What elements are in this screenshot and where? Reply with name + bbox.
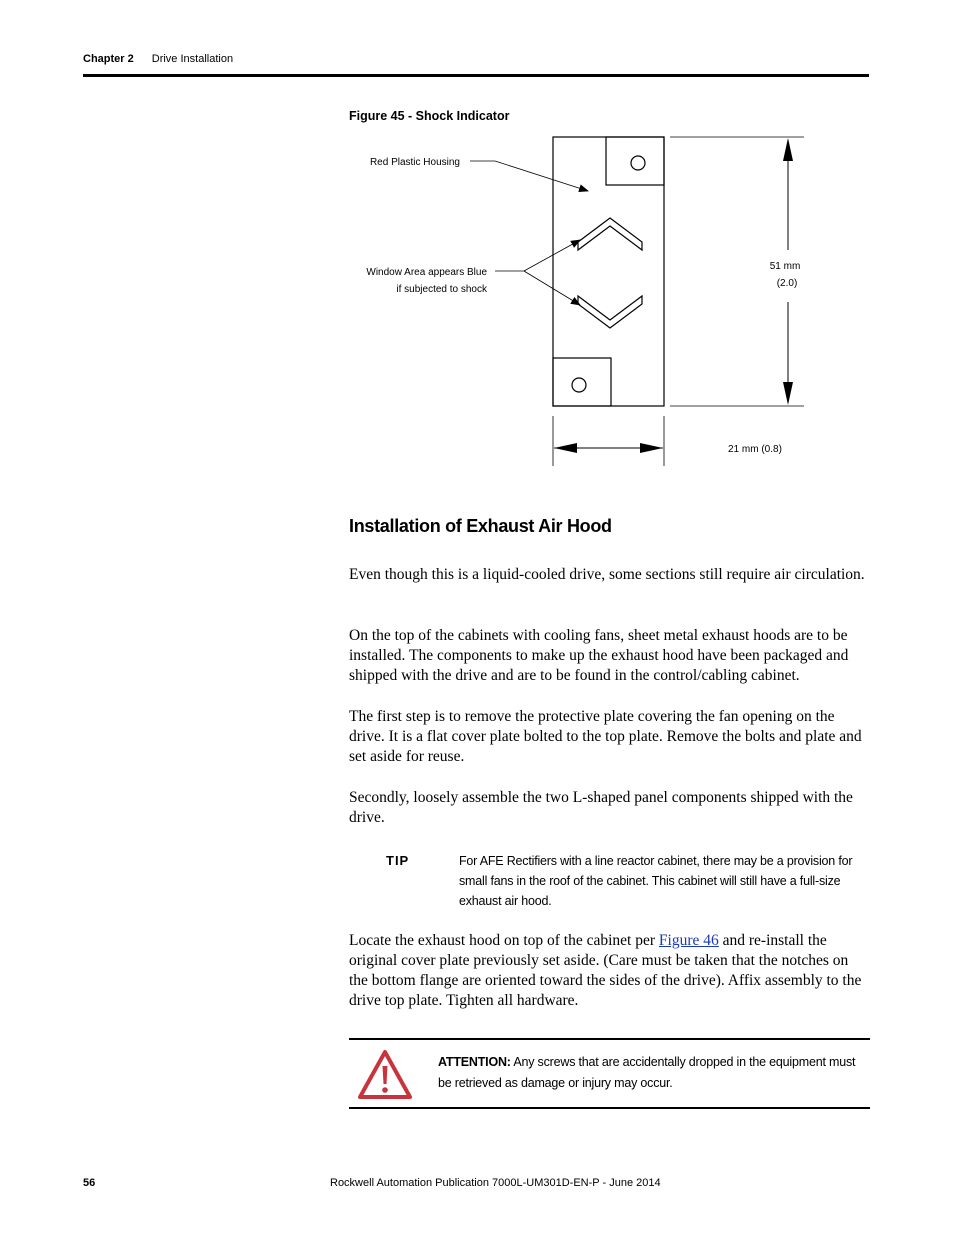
width-arrow-left [554, 443, 577, 453]
bottom-mounting-hole [572, 378, 586, 392]
height-dim-in: (2.0) [776, 278, 798, 289]
shock-indicator-diagram [340, 128, 820, 473]
shock-indicator-figure [340, 128, 820, 473]
paragraph-5-before: Locate the exhaust hood on top of the cabinet per [349, 932, 659, 949]
attention-top-rule [349, 1038, 870, 1040]
paragraph-2: On the top of the cabinets with cooling fans, sheet metal exhaust hoods are to be installed. The components to make up the exhaust hood have been packaged and shipped with the drive and are to be found in the control/cabling cabinet. [349, 627, 849, 684]
chapter-title: Drive Installation [151, 53, 234, 65]
top-mounting-tab [606, 137, 664, 185]
window-arrow-lower [524, 271, 580, 305]
height-arrow-bottom [783, 382, 793, 405]
page-header [83, 53, 233, 65]
chapter-label: Chapter 2 [83, 53, 134, 65]
attention-body: Any screws that are accidentally dropped in the equipment must be retrieved as damage or injury may occur. [438, 1055, 856, 1090]
figure-46-link[interactable]: Figure 46 [658, 932, 719, 949]
housing-arrow [495, 161, 588, 191]
warning-triangle-icon [357, 1049, 413, 1100]
label-window-line2: if subjected to shock [396, 284, 487, 295]
attention-text [438, 1052, 863, 1094]
housing-outline [553, 137, 664, 406]
lower-window-chevron [578, 296, 642, 328]
paragraph-3: The first step is to remove the protective plate covering the fan opening on the drive. It is a flat cover plate bolted to the top plate. Remove the bolts and plate and set aside for reuse. [349, 708, 862, 765]
attention-label: ATTENTION: [438, 1055, 511, 1069]
width-arrow-right [640, 443, 663, 453]
height-arrow-top [783, 138, 793, 161]
height-dim-mm: 51 mm [769, 261, 801, 272]
label-window-line1: Window Area appears Blue [366, 267, 487, 278]
page-number: 56 [83, 1177, 96, 1189]
paragraph-1: Even though this is a liquid-cooled drive, some sections still require air circulation. [349, 566, 865, 583]
paragraph-5-after: and re-install the original cover plate previously set aside. (Care must be taken that the notches on the bottom flange are oriented toward the sides of the drive). Affix assembly to the drive top plate. Tighten all hardware. [349, 932, 862, 1009]
figure-title: Figure 45 - Shock Indicator [349, 109, 510, 123]
publication-info: Rockwell Automation Publication 7000L-UM301D-EN-P - June 2014 [330, 1177, 661, 1189]
tip-text: For AFE Rectifiers with a line reactor cabinet, there may be a provision for small fans in the roof of the cabinet. This cabinet will still have a full-size exhaust air hood. [459, 854, 853, 908]
header-rule [83, 74, 869, 77]
section-heading: Installation of Exhaust Air Hood [349, 516, 612, 536]
upper-window-chevron [578, 218, 642, 250]
attention-bottom-rule [349, 1107, 870, 1109]
top-mounting-hole [631, 156, 645, 170]
tip-label: TIP [386, 853, 410, 868]
bottom-mounting-tab [553, 358, 611, 406]
label-housing: Red Plastic Housing [369, 157, 460, 168]
width-dim-label: 21 mm (0.8) [728, 444, 782, 455]
paragraph-5 [349, 931, 869, 1011]
window-arrow-upper [524, 240, 580, 271]
paragraph-4: Secondly, loosely assemble the two L-shaped panel components shipped with the drive. [349, 789, 853, 826]
